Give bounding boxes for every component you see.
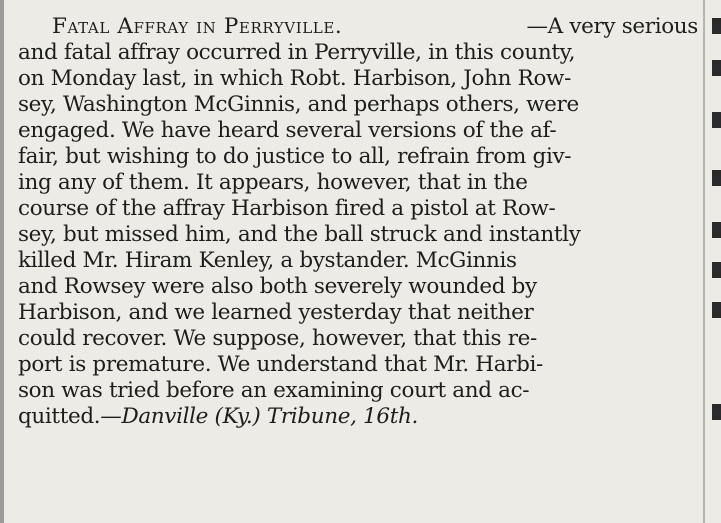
article-line-6: fair, but wishing to do justice to all, refrain from giv-	[18, 144, 572, 169]
article-line-12: Harbison, and we learned yesterday that neither	[18, 300, 534, 325]
article-line-11: and Rowsey were also both severely wounded by	[18, 274, 537, 299]
article-line-1	[18, 14, 698, 40]
article-line-16	[18, 404, 698, 430]
article-headline: Fatal Affray in Perryville.	[52, 14, 343, 39]
article-line-16-text: quitted.	[18, 404, 101, 429]
article-credit: —Danville (Ky.) Tribune, 16th.	[100, 404, 418, 429]
article-line-8: course of the affray Harbison fired a pistol at Row-	[18, 196, 556, 221]
news-article	[18, 14, 698, 430]
article-line-4: sey, Washington McGinnis, and perhaps others, were	[18, 92, 579, 117]
column-rule-right	[703, 0, 705, 523]
article-line-5: engaged. We have heard several versions of the af-	[18, 118, 557, 143]
article-line-7: ing any of them. It appears, however, that in the	[18, 170, 528, 195]
article-line-9: sey, but missed him, and the ball struck and instantly	[18, 222, 581, 247]
article-line-3: on Monday last, in which Robt. Harbison, John Row-	[18, 66, 572, 91]
article-line-1-text: —A very serious	[526, 14, 698, 39]
article-line-10: killed Mr. Hiram Kenley, a bystander. McGinnis	[18, 248, 517, 273]
article-line-14: port is premature. We understand that Mr. Harbi-	[18, 352, 543, 377]
adjacent-column-edge	[712, 0, 721, 523]
column-rule-left	[0, 0, 4, 523]
article-line-2: and fatal affray occurred in Perryville, in this county,	[18, 40, 576, 65]
article-line-15: son was tried before an examining court and ac-	[18, 378, 530, 403]
article-line-13: could recover. We suppose, however, that this re-	[18, 326, 537, 351]
